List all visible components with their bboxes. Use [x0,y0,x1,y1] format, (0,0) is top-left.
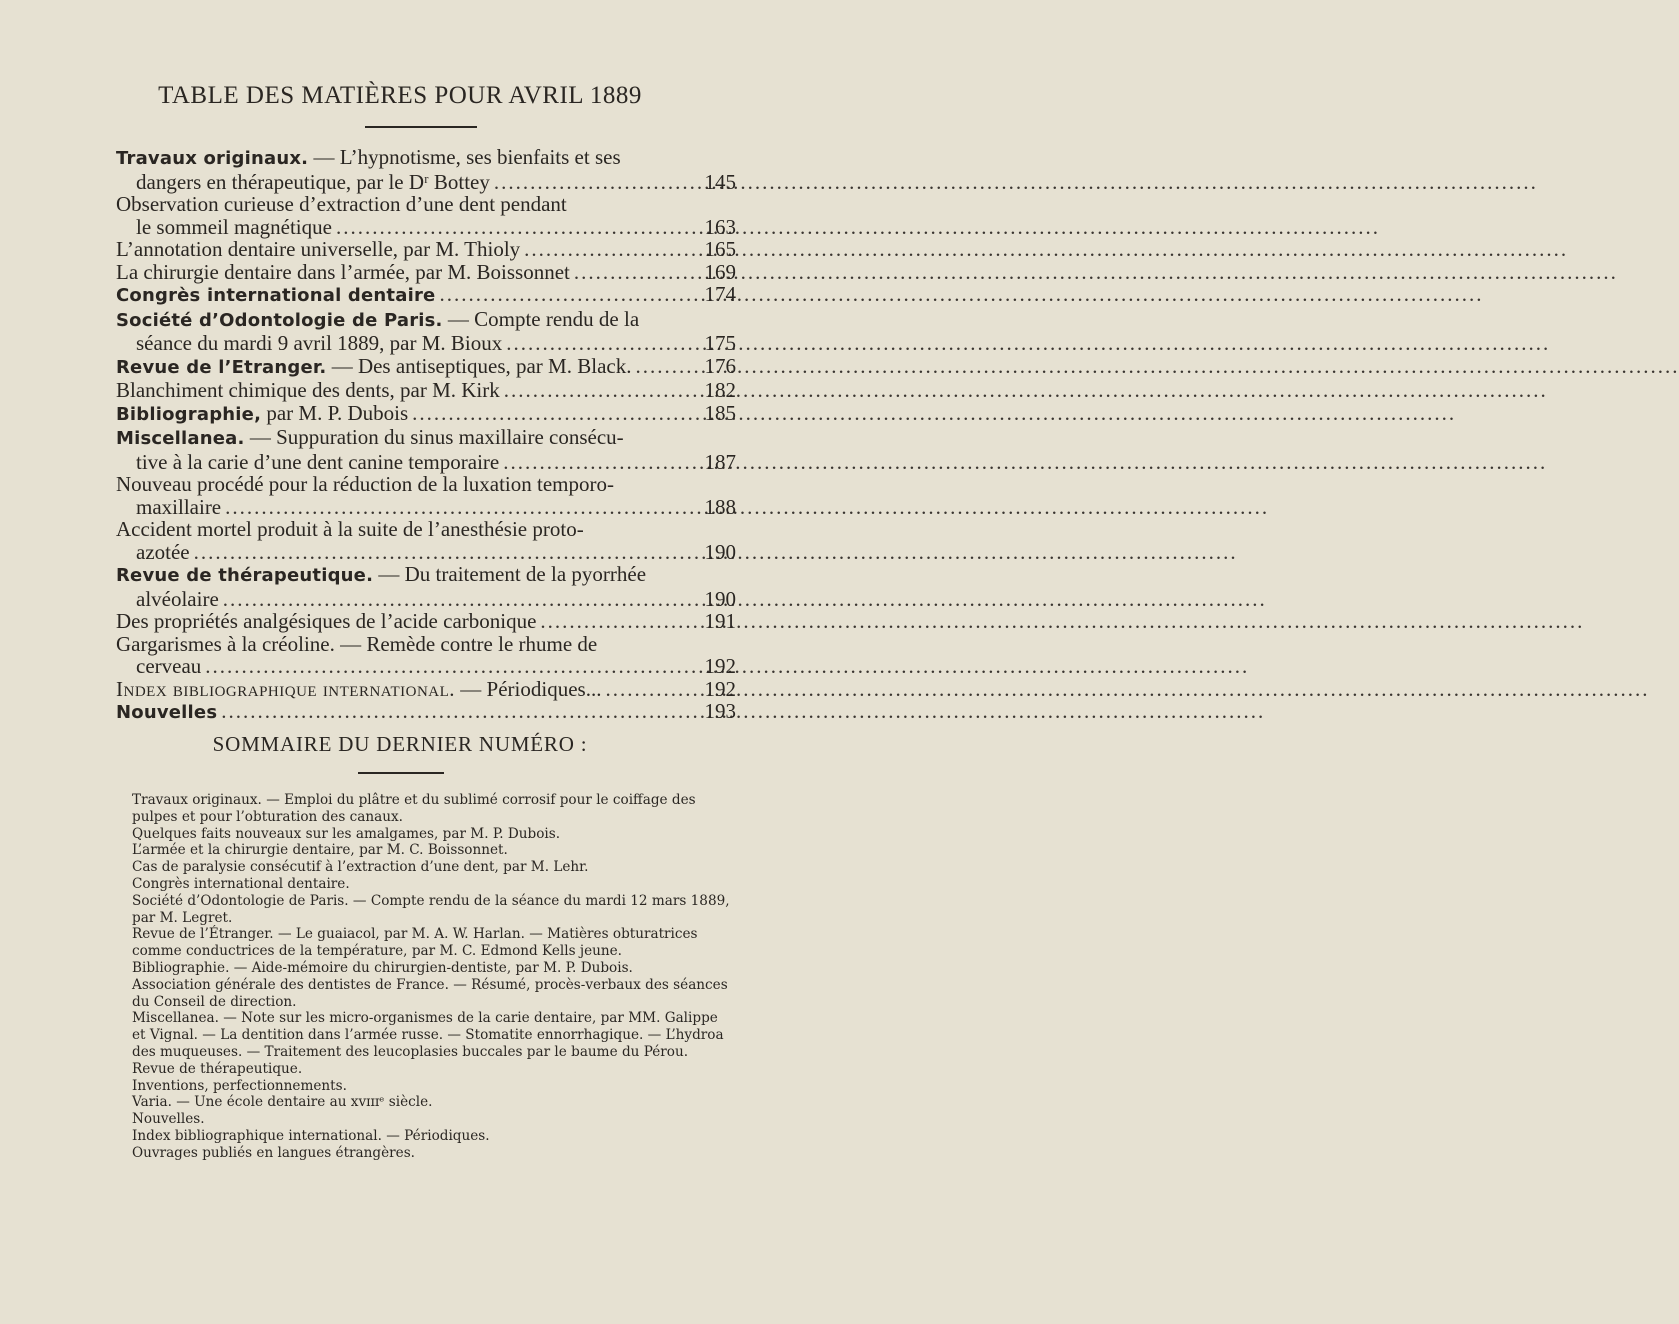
toc-page-number: 182 [704,378,736,402]
toc-entry [116,426,736,473]
toc-line-text [136,171,490,194]
toc-page-number: 191 [704,609,736,633]
toc-line-text [116,379,500,402]
dot-leader [499,451,702,474]
toc-entry [116,283,736,308]
toc-entry-text: le sommeil magnétique [136,214,332,239]
summary-item: Travaux originaux. — Emploi du plâtre et du sublimé corrosif pour le coiffage des pulpes et pour l’obturation des canaux. [132,792,696,825]
dot-leader [500,379,702,402]
toc-entry-lead: Société d’Odontologie de Paris. [116,309,443,331]
dot-leader [219,588,702,611]
toc-line [116,655,736,678]
toc-line-text [136,541,190,564]
summary-heading: SOMMAIRE DU DERNIER NUMÉRO : [212,732,588,756]
toc-entry-text: séance du mardi 9 avril 1889, par M. Bioux [136,331,503,355]
toc-line-text [136,655,201,678]
toc-page-number: 190 [704,539,736,564]
summary-divider [358,772,444,774]
toc-entry-lead: Bibliographie, [116,403,262,425]
toc-line-text [116,678,601,701]
dot-leader [601,678,702,701]
toc-line-text [116,238,520,261]
toc-entry-text: azotée [136,539,190,564]
toc-line [116,146,736,171]
toc-entry-text: Nouveau procédé pour la réduction de la luxation temporo- [116,472,614,496]
toc-line [116,700,736,725]
toc-entry [116,563,736,610]
toc-line [116,426,736,451]
dot-leader [190,541,702,564]
toc-line [116,283,736,308]
toc-entry [116,355,736,380]
toc-entry-lead: Nouvelles [116,702,218,723]
toc-entry-text: par M. P. Dubois [266,400,409,425]
toc-entry-text: Blanchiment chimique des dents, par M. Kirk [116,378,500,402]
summary-item: Ouvrages publiés en langues étrangères. [132,1144,415,1161]
toc-page-number: 176 [704,353,736,378]
toc-line-text [116,518,584,541]
toc-entry-lead: Travaux originaux. [116,148,309,169]
toc-entry-lead: Congrès international dentaire [116,285,436,306]
dot-leader [408,402,702,425]
summary-item: Miscellanea. — Note sur les micro-organismes de la carie dentaire, par MM. Galippe et Vignal. — La dentition dans l’armée russe. — Stomatite ennorrhagique. — L’hydroa des muqueuses. — Traitement des leucoplasies buccales par le baume du Pérou. [132,1010,724,1060]
toc-page-number: 193 [704,699,736,723]
dot-leader [217,700,702,723]
summary-item: Société d’Odontologie de Paris. — Compte rendu de la séance du mardi 12 mars 1889, par M. Legret. [132,892,730,926]
summary-item: Quelques faits nouveaux sur les amalgames, par M. P. Dubois. [132,825,561,842]
toc-page-number: 145 [704,169,736,194]
toc-line-text [136,216,332,239]
summary-item: Revue de thérapeutique. [132,1060,303,1077]
toc-line [116,171,736,194]
toc-entry-text: Accident mortel produit à la suite de l’anesthésie proto- [116,517,584,541]
toc-line-text [116,610,536,633]
page-title: TABLE DES MATIÈRES POUR AVRIL 1889 [158,82,642,109]
toc-page-number: 185 [704,400,736,425]
toc-page-number: 192 [704,676,736,701]
summary-item: L’armée et la chirurgie dentaire, par M. C. Boissonnet. [132,842,508,859]
toc-entry-text: La chirurgie dentaire dans l’armée, par M. Boissonnet [116,259,570,284]
toc-line-text [116,700,217,725]
toc-entry [116,402,736,427]
summary-item: Association générale des dentistes de France. — Résumé, procès-verbaux des séances du Conseil de direction. [132,976,728,1010]
toc-entry [116,518,736,563]
toc-entry [116,473,736,518]
toc-entry [116,610,736,633]
toc-line [116,588,736,611]
toc-line-text [136,496,221,519]
toc-line [116,518,736,541]
toc-entry-text: — Suppuration du sinus maxillaire consécu- [249,425,624,449]
toc-line [116,610,736,633]
toc-entry-text: — Compte rendu de la [447,306,640,331]
toc-entry-lead: Miscellanea. [116,428,245,449]
table-of-contents [116,146,736,725]
dot-leader [536,610,702,633]
toc-entry-text: Observation curieuse d’extraction d’une dent pendant [116,192,567,216]
toc-page-number: 188 [704,494,736,519]
previous-issue-summary [132,792,732,1162]
toc-entry [116,379,736,402]
toc-line-text [116,355,631,380]
dot-leader [631,355,702,378]
toc-entry-text: — Périodiques... [460,676,602,701]
toc-line-text [136,332,502,355]
summary-item: Varia. — Une école dentaire au xvɪɪɪᵉ siècle. [132,1094,433,1111]
toc-entry [116,146,736,193]
toc-page-number: 163 [704,214,736,239]
toc-line [116,261,736,284]
toc-line-text [136,451,499,474]
summary-item: Index bibliographique international. — Périodiques. [132,1127,490,1144]
toc-line [116,496,736,519]
toc-entry-lead: Revue de l’Etranger. [116,356,327,378]
summary-item: Inventions, perfectionnements. [132,1077,347,1094]
toc-line-text [116,426,624,451]
toc-entry-text: L’annotation dentaire universelle, par M. Thioly [116,237,521,261]
toc-line [116,402,736,427]
toc-entry-text: dangers en thérapeutique, par le Dʳ Bottey [136,169,490,194]
toc-line-text [116,633,597,656]
toc-line [116,451,736,474]
toc-page-number: 165 [704,237,736,261]
dot-leader [332,216,702,239]
toc-line [116,563,736,588]
dot-leader [502,332,702,355]
toc-entry-text: — Des antiseptiques, par M. Black. [331,353,632,378]
toc-line [116,216,736,239]
dot-leader [201,655,702,678]
toc-entry-text: — L’hypnotisme, ses bienfaits et ses [313,145,621,169]
toc-entry [116,700,736,725]
toc-entry-text: cerveau [136,654,202,678]
toc-page-number: 192 [704,654,736,678]
toc-entry [116,678,736,701]
toc-line [116,308,736,333]
toc-line-text [136,588,219,611]
toc-entry-text: maxillaire [136,494,222,519]
dot-leader [221,496,702,519]
summary-item: Bibliographie. — Aide-mémoire du chirurgien-dentiste, par M. P. Dubois. [132,959,633,976]
toc-entry [116,308,736,355]
toc-line [116,379,736,402]
toc-line [116,193,736,216]
summary-item: Revue de l’Étranger. — Le guaiacol, par M. A. W. Harlan. — Matières obturatrices comme conductrices de la température, par M. C. Edmond Kells jeune. [132,926,698,960]
toc-line-text [116,261,570,284]
toc-line-text [116,563,646,588]
toc-entry [116,238,736,261]
toc-entry [116,193,736,238]
summary-item: Nouvelles. [132,1111,205,1128]
toc-line-text [116,402,408,427]
toc-entry-text: Des propriétés analgésiques de l’acide carbonique [116,609,537,633]
dot-leader [520,238,702,261]
toc-line-text [116,283,435,308]
toc-entry [116,261,736,284]
toc-line [116,473,736,496]
toc-entry [116,633,736,678]
toc-entry-lead: Index bibliographique international. [116,676,456,701]
summary-item: Congrès international dentaire. [132,875,350,892]
title-divider [365,126,477,128]
toc-entry-text: — Du traitement de la pyorrhée [378,562,647,586]
toc-page-number: 187 [704,449,736,474]
toc-page-number: 175 [704,331,736,355]
toc-line-text [116,193,567,216]
toc-entry-text: Gargarismes à la créoline. — Remède contre le rhume de [116,631,598,656]
toc-line [116,541,736,564]
dot-leader [435,283,702,306]
summary-item: Cas de paralysie consécutif à l’extraction d’une dent, par M. Lehr. [132,859,589,876]
toc-entry-text: tive à la carie d’une dent canine temporaire [136,449,500,474]
dot-leader [570,261,702,284]
toc-line [116,238,736,261]
toc-line-text [116,473,614,496]
toc-line [116,633,736,656]
toc-line [116,678,736,701]
toc-page-number: 169 [704,259,736,284]
toc-page-number: 190 [704,586,736,611]
dot-leader [490,171,702,194]
toc-entry-text: alvéolaire [136,586,219,611]
toc-line-text [116,308,639,333]
toc-line-text [116,146,621,171]
toc-line [116,355,736,380]
toc-page-number: 174 [704,282,736,306]
toc-line [116,332,736,355]
toc-entry-lead: Revue de thérapeutique. [116,565,374,586]
document-page [0,0,800,1324]
